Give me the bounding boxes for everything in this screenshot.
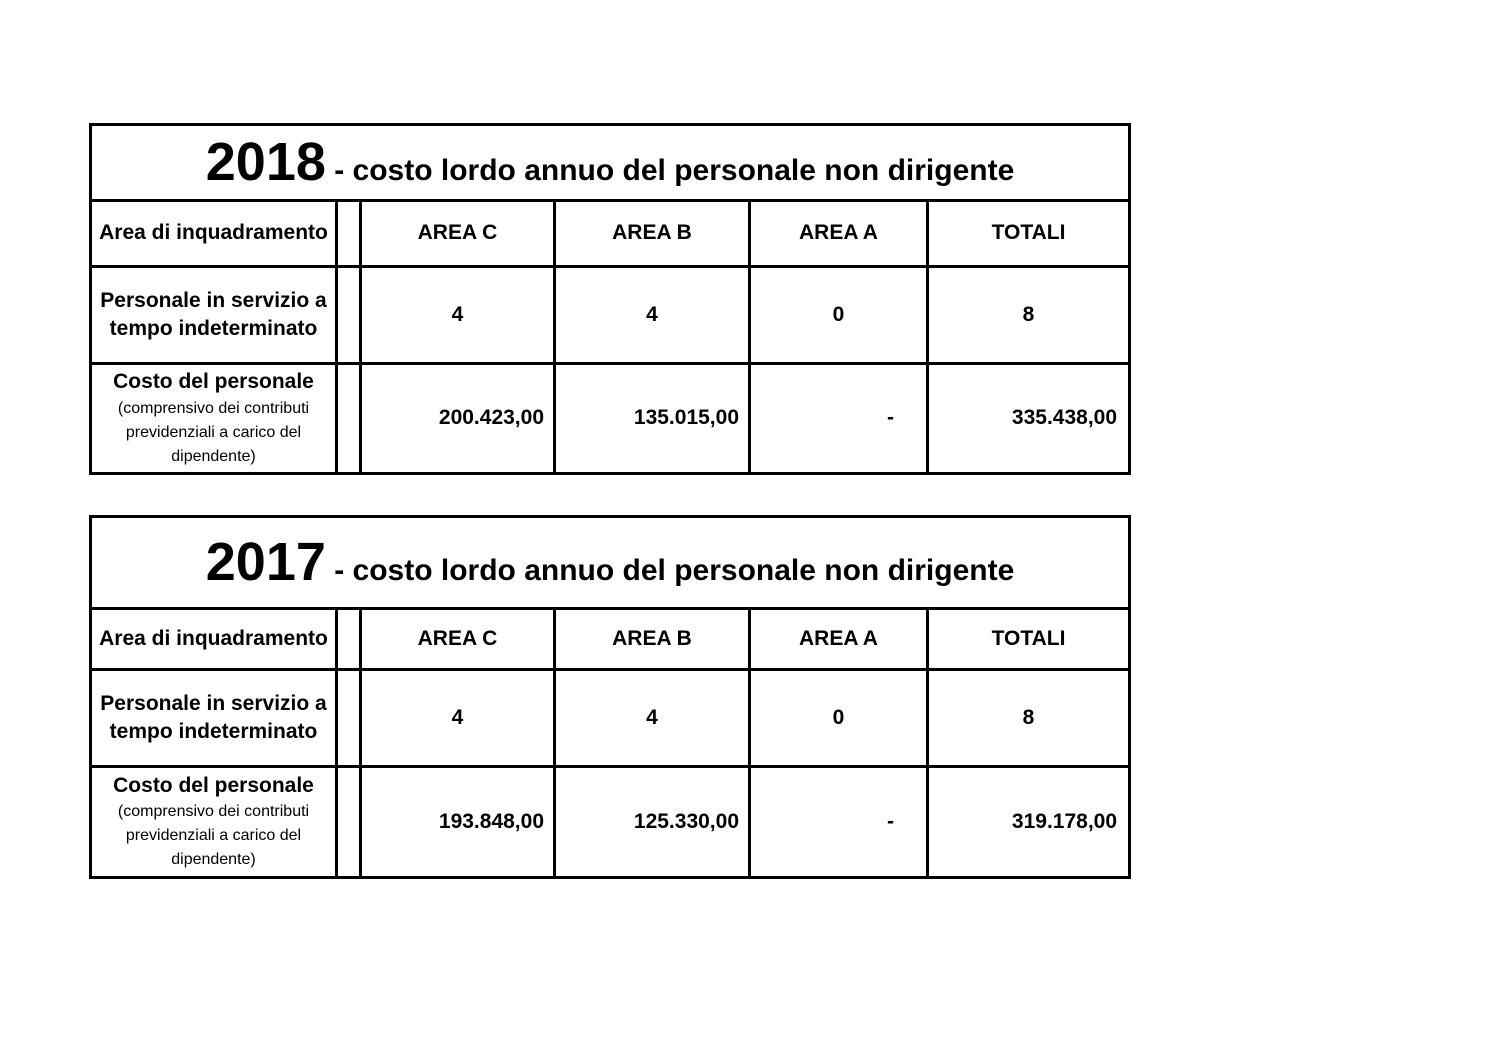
header-totali: TOTALI [928,609,1130,670]
spacer-cell [337,266,361,363]
staff-area-b: 4 [555,266,750,363]
header-area-b: AREA B [555,609,750,670]
staff-area-a: 0 [750,266,928,363]
cost-row-label: Costo del personale [113,773,314,797]
header-row-label: Area di inquadramento [91,609,337,670]
cost-area-c: 200.423,00 [361,363,555,473]
table-title [91,125,1130,201]
cost-area-a: - [750,767,928,878]
spacer-cell [337,609,361,670]
cost-area-a: - [750,363,928,473]
cost-table-2018 [89,123,1131,475]
title-year: 2018 [205,132,326,192]
cost-row-label: Costo del personale [113,370,314,394]
staff-row-label: Personale in servizio a tempo indeterminato [91,266,337,363]
header-area-c: AREA C [361,609,555,670]
cost-area-c: 193.848,00 [361,767,555,878]
header-area-a: AREA A [750,200,928,266]
spacer-cell [337,670,361,767]
staff-totali: 8 [928,670,1130,767]
staff-area-b: 4 [555,670,750,767]
staff-area-a: 0 [750,670,928,767]
cost-totali: 319.178,00 [928,767,1130,878]
header-area-a: AREA A [750,609,928,670]
table-title [91,517,1130,609]
header-area-b: AREA B [555,200,750,266]
title-text: - costo lordo annuo del personale non dirigente [325,154,1015,187]
cost-table-2017 [89,515,1131,879]
spacer-cell [337,767,361,878]
cost-area-b: 125.330,00 [555,767,750,878]
cost-area-b: 135.015,00 [555,363,750,473]
cost-row-sublabel: (comprensivo dei contributi previdenziali a carico del dipendente) [117,399,310,465]
cost-row-label-cell [91,363,337,473]
title-year: 2017 [205,532,326,593]
staff-totali: 8 [928,266,1130,363]
cost-row-label-cell [91,767,337,878]
header-totali: TOTALI [928,200,1130,266]
staff-area-c: 4 [361,266,555,363]
header-row-label: Area di inquadramento [91,200,337,266]
cost-totali: 335.438,00 [928,363,1130,473]
cost-row-sublabel: (comprensivo dei contributi previdenziali a carico del dipendente) [117,803,310,869]
header-area-c: AREA C [361,200,555,266]
spacer-cell [337,363,361,473]
staff-row-label: Personale in servizio a tempo indeterminato [91,670,337,767]
spacer-cell [337,200,361,266]
staff-area-c: 4 [361,670,555,767]
title-text: - costo lordo annuo del personale non dirigente [325,554,1015,588]
